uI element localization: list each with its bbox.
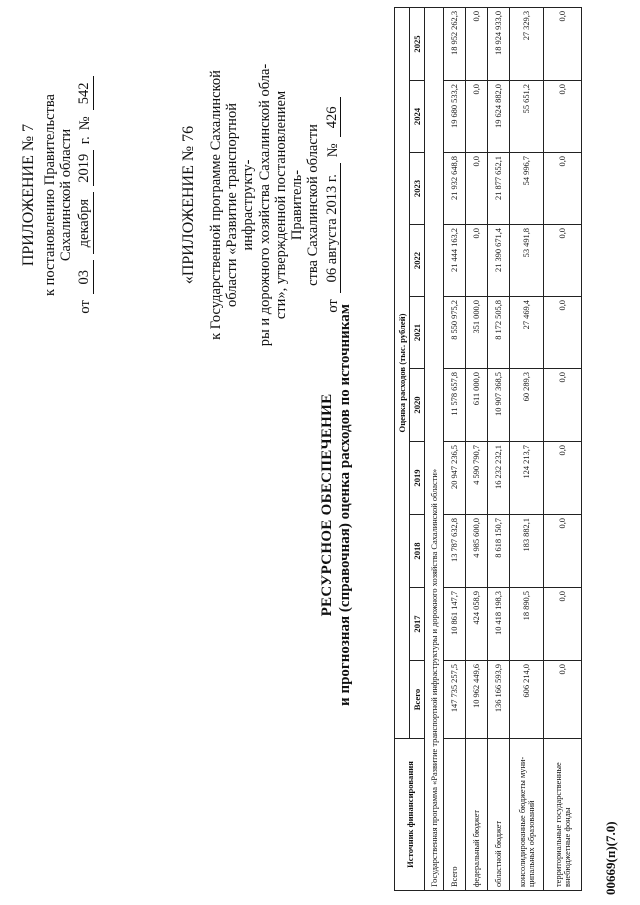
annex-76-line5: ства Сахалинской области xyxy=(305,124,322,286)
table-row xyxy=(466,7,488,890)
cell-value: 53 491,8 xyxy=(510,225,544,297)
cell-value: 19 624 882,0 xyxy=(488,81,510,153)
annex-7-from: от xyxy=(77,300,94,314)
cell-value: 4 985 600,0 xyxy=(466,515,488,588)
cell-value: 18 952 262,3 xyxy=(444,7,466,80)
table-row xyxy=(488,7,510,890)
cell-value: 136 166 593,9 xyxy=(488,661,510,739)
document-code: 00669(п)(7.0) xyxy=(603,821,618,895)
cell-value: 10 861 147,7 xyxy=(444,588,466,661)
header-year: 2019 xyxy=(410,442,425,515)
cell-value: 8 550 975,2 xyxy=(444,297,466,369)
header-year: Всего xyxy=(410,661,425,739)
annex-76-block xyxy=(180,60,341,350)
cell-value: 0,0 xyxy=(466,225,488,297)
cell-value: 351 000,0 xyxy=(466,297,488,369)
cell-value: 8 618 150,7 xyxy=(488,515,510,588)
annex-76-number: 426 xyxy=(324,97,341,137)
cell-value: 0,0 xyxy=(544,661,582,739)
program-row xyxy=(425,7,444,890)
cell-value: 0,0 xyxy=(544,225,582,297)
annex-76-line3: ры и дорожного хозяйства Сахалинской обла- xyxy=(256,63,273,347)
annex-7-line2: Сахалинской области xyxy=(58,128,75,262)
cell-value: 0,0 xyxy=(544,7,582,80)
annex-7-line1: к постановлению Правительства xyxy=(41,94,58,296)
document-heading xyxy=(318,275,354,735)
cell-value: 147 735 257,5 xyxy=(444,661,466,739)
header-year: 2018 xyxy=(410,515,425,588)
annex-76-line4: сти», утвержденной постановлением Правитель- xyxy=(272,90,306,320)
annex-76-from: от xyxy=(324,299,341,313)
cell-value: 0,0 xyxy=(466,153,488,225)
row-label: федеральный бюджет xyxy=(466,739,488,891)
cell-value: 16 232 232,1 xyxy=(488,442,510,515)
header-year: 2020 xyxy=(410,369,425,442)
heading-line2: и прогнозная (справочная) оценка расходов по источникам xyxy=(337,304,353,706)
annex-7-no: № xyxy=(77,116,94,131)
row-label: областной бюджет xyxy=(488,739,510,891)
cell-value: 0,0 xyxy=(544,369,582,442)
cell-value: 11 578 657,8 xyxy=(444,369,466,442)
cell-value: 13 787 632,8 xyxy=(444,515,466,588)
cell-value: 21 932 648,8 xyxy=(444,153,466,225)
table-row xyxy=(510,7,544,890)
header-estimate: Оценка расходов (тыс. рублей) xyxy=(395,7,410,738)
annex-7-number: 542 xyxy=(76,76,93,110)
annex-7-g: г. xyxy=(77,136,94,145)
cell-value: 124 213,7 xyxy=(510,442,544,515)
resources-table xyxy=(394,7,582,891)
annex-7-month: декабря xyxy=(76,192,93,254)
annex-76-title: «ПРИЛОЖЕНИЕ № 76 xyxy=(180,125,197,285)
row-label: территориальные государственные внебюджетные фонды xyxy=(544,739,582,891)
annex-76-line2: области «Развитие транспортной инфраструкту- xyxy=(224,103,257,307)
header-year: 2023 xyxy=(410,153,425,225)
annex-76-line1: к Государственной программе Сахалинской xyxy=(207,70,224,340)
cell-value: 0,0 xyxy=(466,7,488,80)
header-row-1 xyxy=(395,7,410,890)
cell-value: 21 444 163,2 xyxy=(444,225,466,297)
annex-76-no: № xyxy=(324,143,341,158)
cell-value: 10 418 198,3 xyxy=(488,588,510,661)
cell-value: 10 962 449,6 xyxy=(466,661,488,739)
annex-76-date: 06 августа 2013 г. xyxy=(324,163,341,293)
cell-value: 19 680 533,2 xyxy=(444,81,466,153)
cell-value: 20 947 236,5 xyxy=(444,442,466,515)
cell-value: 183 882,1 xyxy=(510,515,544,588)
cell-value: 611 000,0 xyxy=(466,369,488,442)
cell-value: 18 890,5 xyxy=(510,588,544,661)
cell-value: 21 877 652,1 xyxy=(488,153,510,225)
annex-7-title: ПРИЛОЖЕНИЕ № 7 xyxy=(20,123,37,267)
cell-value: 8 172 505,8 xyxy=(488,297,510,369)
cell-value: 10 907 368,5 xyxy=(488,369,510,442)
cell-value: 60 289,3 xyxy=(510,369,544,442)
header-year: 2017 xyxy=(410,588,425,661)
cell-value: 54 996,7 xyxy=(510,153,544,225)
annex-7-block xyxy=(20,70,94,320)
heading-line1: РЕСУРСНОЕ ОБЕСПЕЧЕНИЕ xyxy=(319,393,335,617)
table-row xyxy=(544,7,582,890)
annex-7-year: 2019 xyxy=(76,150,93,186)
cell-value: 424 058,9 xyxy=(466,588,488,661)
cell-value: 0,0 xyxy=(544,297,582,369)
cell-value: 0,0 xyxy=(544,515,582,588)
cell-value: 0,0 xyxy=(544,442,582,515)
header-source: Источник финансирования xyxy=(395,739,425,891)
cell-value: 0,0 xyxy=(544,153,582,225)
header-year: 2021 xyxy=(410,297,425,369)
table-row xyxy=(444,7,466,890)
cell-value: 0,0 xyxy=(466,81,488,153)
cell-value: 55 651,2 xyxy=(510,81,544,153)
cell-value: 4 590 790,7 xyxy=(466,442,488,515)
annex-7-day: 03 xyxy=(76,260,93,294)
cell-value: 0,0 xyxy=(544,588,582,661)
cell-value: 18 924 933,0 xyxy=(488,7,510,80)
row-label: консолидированные бюджеты муни-ципальных образований xyxy=(510,739,544,891)
annex-7-date-line xyxy=(76,70,93,320)
cell-value: 27 469,4 xyxy=(510,297,544,369)
program-title: Государственная программа «Развитие транспортной инфраструктуры и дорожного хозяйства Сахалинской области» xyxy=(425,7,444,890)
cell-value: 21 390 671,4 xyxy=(488,225,510,297)
header-year: 2024 xyxy=(410,81,425,153)
cell-value: 0,0 xyxy=(544,81,582,153)
header-year: 2025 xyxy=(410,7,425,80)
cell-value: 606 214,0 xyxy=(510,661,544,739)
cell-value: 27 329,3 xyxy=(510,7,544,80)
header-year: 2022 xyxy=(410,225,425,297)
row-label: Всего xyxy=(444,739,466,891)
